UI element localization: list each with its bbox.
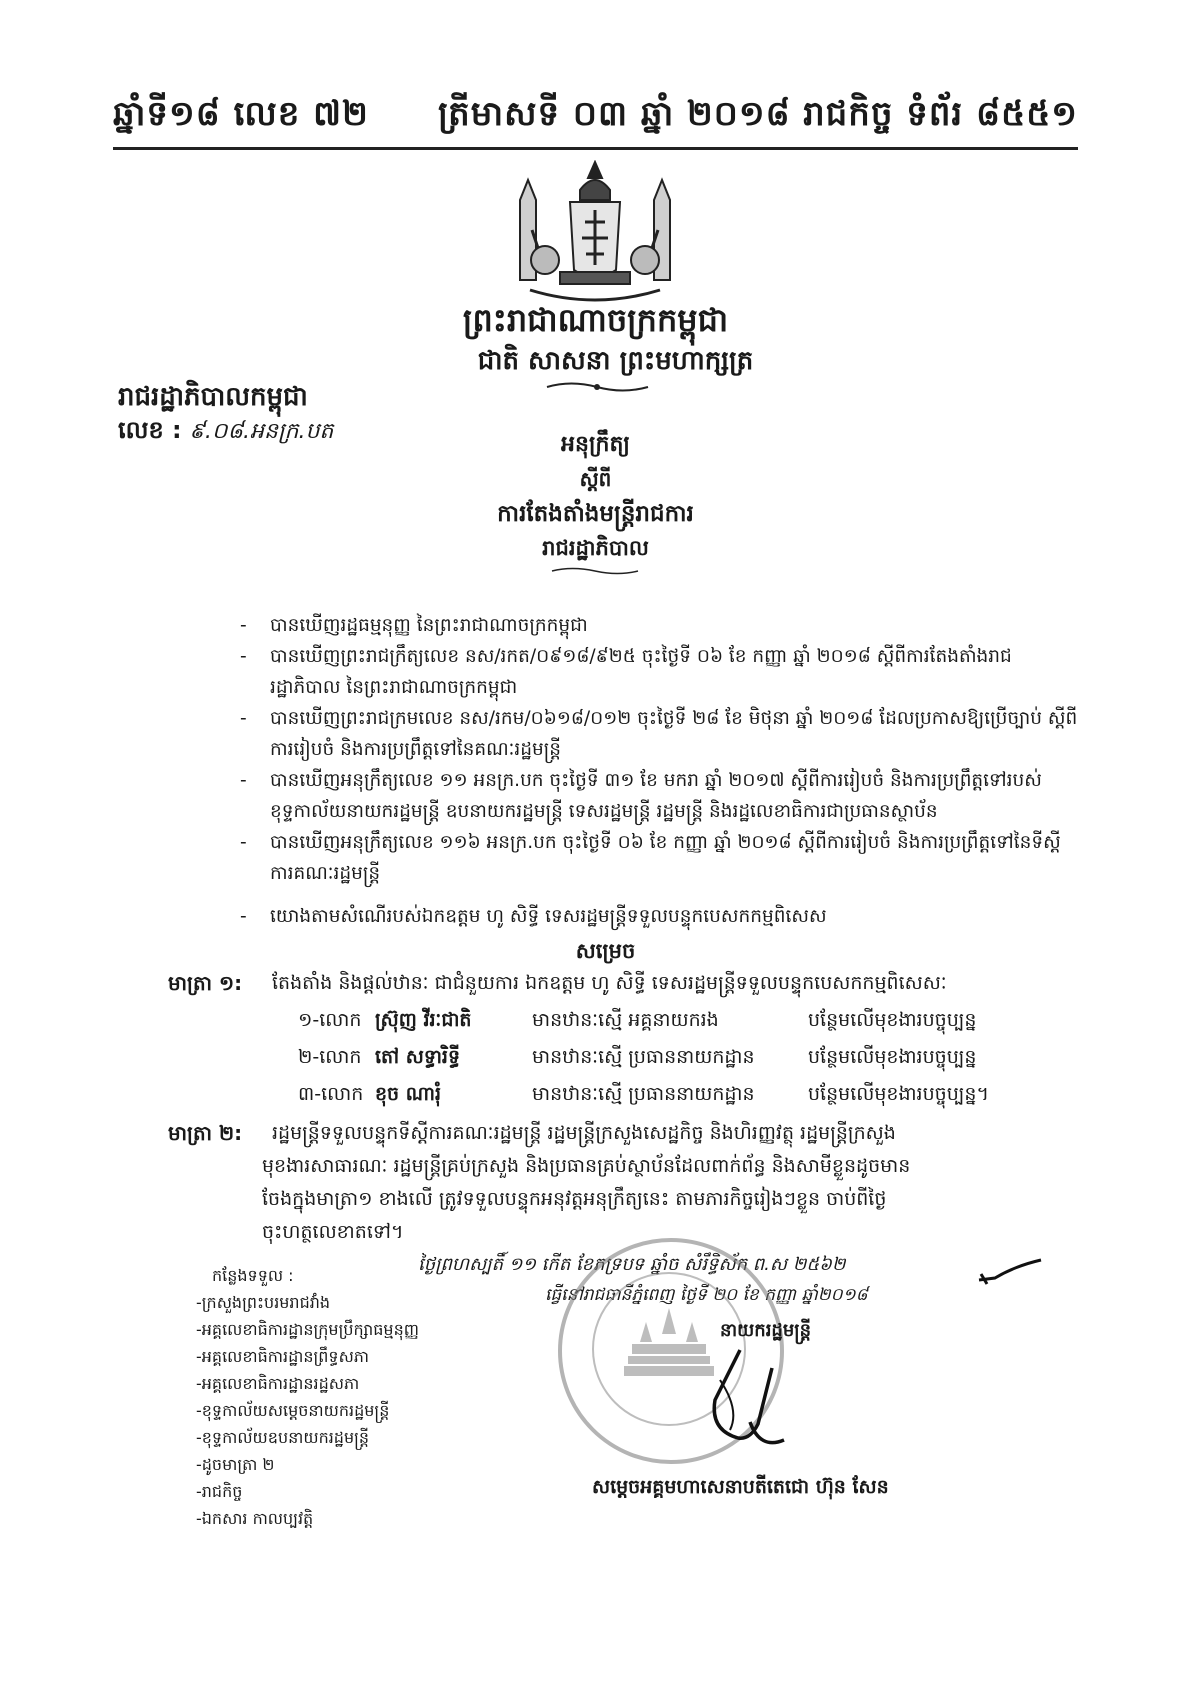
- recipient-item: -ឯកសារ កាលប្បវត្តិ: [196, 1509, 314, 1528]
- recipients-list: [196, 1289, 419, 1532]
- decree-number-label: លេខ :: [118, 416, 182, 444]
- solar-date: ធ្វើនៅរាជធានីភ្នំពេញ ថ្ងៃទី ២០ ខែ កញ្ញា ឆ្នាំ២០១៨: [545, 1285, 868, 1305]
- recital-item: - បានឃើញរដ្ឋធម្មនុញ្ញ នៃព្រះរាជាណាចក្រកម្ពុជា: [240, 615, 588, 636]
- appointee-note: បន្ថែមលើមុខងារបច្ចុប្បន្ន។: [808, 1083, 990, 1105]
- decision-heading: សម្រេច: [575, 939, 636, 963]
- signer-title: នាយករដ្ឋមន្ត្រី: [720, 1320, 812, 1341]
- gazette-page: រាជកិច្ច ទំព័រ ៨៥៥១: [803, 94, 1078, 134]
- recipient-item: -អគ្គលេខាធិការដ្ឋានក្រុមប្រឹក្សាធម្មនុញ្ញ: [196, 1320, 419, 1339]
- header-rule: [113, 147, 1078, 150]
- appointee-note: បន្ថែមលើមុខងារបច្ចុប្បន្ន: [808, 1046, 977, 1068]
- closing-flourish-icon: [975, 1256, 1045, 1286]
- article-2-line: ចែងក្នុងមាត្រា១ ខាងលើ ត្រូវទទួលបន្ទុកអនុវត្តអនុក្រឹត្យនេះ តាមភារកិច្ចរៀងៗខ្លួន ចាប់ពីថ្ងៃ: [262, 1188, 887, 1210]
- issuing-government: រាជរដ្ឋាភិបាលកម្ពុជា: [118, 382, 308, 412]
- recipient-item: -ដូចមាត្រា ២: [196, 1455, 275, 1474]
- recipient-item: -ក្រសួងព្រះបរមរាជវាំង: [196, 1293, 331, 1312]
- appointee-number: ៣-លោក: [298, 1083, 364, 1105]
- recipient-item: -អគ្គលេខាធិការដ្ឋានរដ្ឋសភា: [196, 1374, 360, 1393]
- gazette-year-issue: ឆ្នាំទី១៨ លេខ ៧២: [113, 94, 369, 134]
- decree-number: ៩.០៨.អនក្រ.បត: [189, 419, 334, 444]
- appointee-number: ១-លោក: [298, 1009, 362, 1031]
- motto-ornament-icon: [545, 380, 650, 394]
- appointee-rank: មានឋានៈស្មើ អគ្គនាយករង: [532, 1009, 719, 1031]
- lunar-date: ថ្ងៃព្រហស្បតិ៍ ១១ កើត ខែភទ្របទ ឆ្នាំច សំរឹទ្ធិស័ក ព.ស ២៥៦២: [418, 1254, 846, 1275]
- recipient-item: -រាជកិច្ច: [196, 1482, 243, 1501]
- appointee-name: ខុច ណារុំ: [375, 1083, 441, 1105]
- appointee-rank: មានឋានៈស្មើ ប្រធាននាយកដ្ឋាន: [532, 1046, 755, 1068]
- document-subject: ការតែងតាំងមន្ត្រីរាជការ: [497, 501, 694, 527]
- article-2-label: មាត្រា ២:: [168, 1121, 243, 1145]
- recipient-item: -អគ្គលេខាធិការដ្ឋានព្រឹទ្ធសភា: [196, 1347, 370, 1366]
- recital-item: - បានឃើញអនុក្រឹត្យលេខ ១១ អនក្រ.បក ចុះថ្ងៃទី ៣១ ខែ មករា ឆ្នាំ ២០១៧ ស្តីពីការរៀបចំ និងការប្រព្រឹត្តទៅរបស់ខុទ្ទកាល័យនាយករដ្ឋមន្ត្រី ឧបនាយករដ្ឋមន្ត្រី ទេសរដ្ឋមន្ត្រី រដ្ឋមន្ត្រី និងរដ្ឋលេខាធិការជាប្រធានស្ថាប័ន: [240, 770, 1042, 822]
- appointee-name: តៅ សទ្ធារិទ្ធី: [375, 1046, 461, 1068]
- signer-name: សម្ដេចអគ្គមហាសេនាបតីតេជោ ហ៊ុន សែន: [592, 1476, 889, 1498]
- recital-item: - បានឃើញព្រះរាជក្រឹត្យលេខ នស/រកត/០៩១៨/៩២៥ ចុះថ្ងៃទី ០៦ ខែ កញ្ញា ឆ្នាំ ២០១៨ ស្តីពីការតែងតាំងរាជរដ្ឋាភិបាល នៃព្រះរាជាណាចក្រកម្ពុជា: [240, 646, 1012, 698]
- title-ornament-icon: [550, 566, 640, 576]
- article-2-line: ចុះហត្ថលេខាតទៅ។: [262, 1221, 404, 1243]
- recitals-list: [240, 610, 1080, 932]
- recital-item: - យោងតាមសំណើរបស់ឯកឧត្តម ហូ សិទ្ធី ទេសរដ្ឋមន្ត្រីទទួលបន្ទុកបេសកកម្មពិសេស: [240, 906, 827, 927]
- recipients-heading: កន្លែងទទួល :: [212, 1266, 294, 1285]
- document-about: ស្ដីពី: [579, 467, 612, 491]
- appointee-number: ២-លោក: [298, 1046, 362, 1068]
- article-2-line: រដ្ឋមន្ត្រីទទួលបន្ទុកទីស្តីការគណៈរដ្ឋមន្ត្រី រដ្ឋមន្ត្រីក្រសួងសេដ្ឋកិច្ច និងហិរញ្ញវត្ថុ រដ្ឋមន្ត្រីក្រសួង: [272, 1122, 896, 1144]
- article-2-line: មុខងារសាធារណៈ រដ្ឋមន្ត្រីគ្រប់ក្រសួង និងប្រធានគ្រប់ស្ថាប័នដែលពាក់ព័ន្ធ និងសាមីខ្លួនដូចមាន: [262, 1155, 911, 1177]
- recital-item: - បានឃើញអនុក្រឹត្យលេខ ១១៦ អនក្រ.បក ចុះថ្ងៃទី ០៦ ខែ កញ្ញា ឆ្នាំ ២០១៨ ស្តីពីការរៀបចំ និងការប្រព្រឹត្តទៅនៃទីស្តីការគណៈរដ្ឋមន្ត្រី: [240, 832, 1061, 884]
- recipient-item: -ខុទ្ទកាល័យសម្តេចនាយករដ្ឋមន្ត្រី: [196, 1401, 390, 1420]
- royal-coat-of-arms-icon: [500, 160, 690, 310]
- issuing-authority: រាជរដ្ឋាភិបាល: [542, 536, 649, 560]
- kingdom-name: ព្រះរាជាណាចក្រកម្ពុជា: [462, 301, 729, 339]
- article-1-text: តែងតាំង និងផ្តល់ឋានៈ ជាជំនួយការ ឯកឧត្តម ហូ សិទ្ធី ទេសរដ្ឋមន្ត្រីទទួលបន្ទុកបេសកកម្មពិសេសៈ: [272, 972, 947, 994]
- recital-item: - បានឃើញព្រះរាជក្រមលេខ នស/រកម/០៦១៨/០១២ ចុះថ្ងៃទី ២៨ ខែ មិថុនា ឆ្នាំ ២០១៨ ដែលប្រកាសឱ្យប្រើច្បាប់ ស្តីពីការរៀបចំ និងការប្រព្រឹត្តទៅនៃគណៈរដ្ឋមន្ត្រី: [240, 708, 1078, 760]
- document-type: អនុក្រឹត្យ: [561, 432, 630, 457]
- recipient-item: -ខុទ្ទកាល័យឧបនាយករដ្ឋមន្ត្រី: [196, 1428, 370, 1447]
- handwritten-signature-icon: [680, 1340, 810, 1470]
- gazette-quarter: ត្រីមាសទី ០៣ ឆ្នាំ ២០១៨: [438, 94, 791, 134]
- article-1-label: មាត្រា ១:: [168, 971, 243, 995]
- appointee-name: ស្រ៊ុញ វីរៈជាតិ: [375, 1009, 472, 1031]
- appointee-note: បន្ថែមលើមុខងារបច្ចុប្បន្ន: [808, 1009, 977, 1031]
- national-motto: ជាតិ សាសនា ព្រះមហាក្សត្រ: [477, 346, 754, 376]
- appointee-rank: មានឋានៈស្មើ ប្រធាននាយកដ្ឋាន: [532, 1083, 755, 1105]
